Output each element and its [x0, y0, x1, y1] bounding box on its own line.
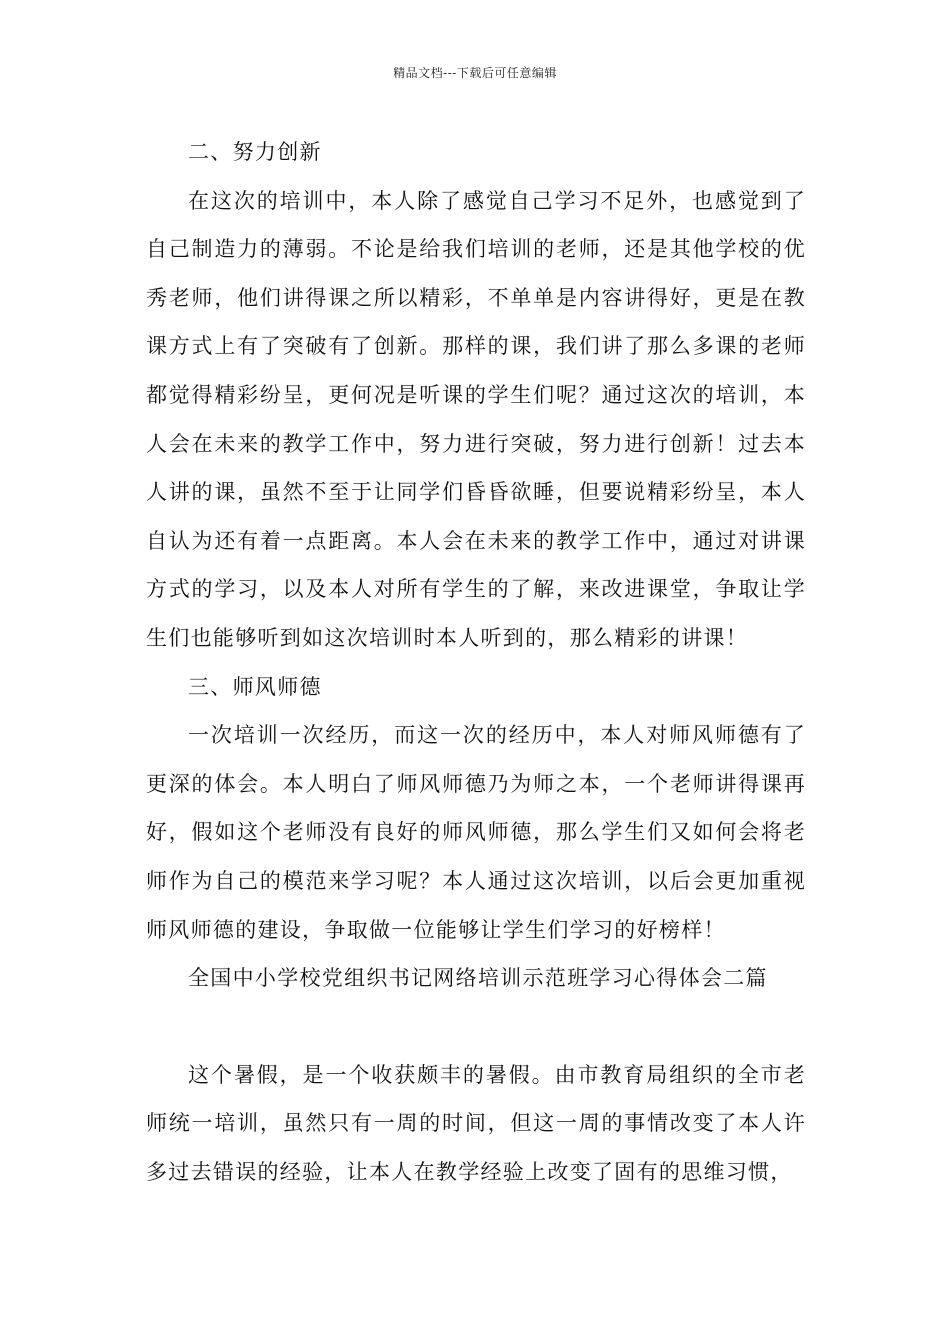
blank-line — [146, 1003, 806, 1051]
section-heading-ethics: 三、师风师德 — [188, 674, 322, 699]
paragraph-summer-training: 这个暑假，是一个收获颇丰的暑假。由市教育局组织的全市老师统一培训，虽然只有一周的时间，但这一周的事情改变了本人许多过去错误的经验，让本人在教学经验上改变了固有的思维习惯， — [146, 1062, 806, 1184]
article-title: 全国中小学校党组织书记网络培训示范班学习心得体会二篇 — [188, 966, 768, 991]
paragraph-ethics: 一次培训一次经历，而这一次的经历中，本人对师风师德有了更深的体会。本人明白了师风师德乃为师之本，一个老师讲得课再好，假如这个老师没有良好的师风师德，那么学生们又如何会将老师作为自己的模范来学习呢？本人通过这次培训，以后会更加重视师风师德的建设，争取做一位能够让学生们学习的好榜样！ — [146, 723, 806, 942]
paragraph-innovation: 在这次的培训中，本人除了感觉自己学习不足外，也感觉到了自己制造力的薄弱。不论是给我们培训的老师，还是其他学校的优秀老师，他们讲得课之所以精彩，不单单是内容讲得好，更是在教课方式上有了突破有了创新。那样的课，我们讲了那么多课的老师都觉得精彩纷呈，更何况是听课的学生们呢？通过这次的培训，本人会在未来的教学工作中，努力进行突破，努力进行创新！过去本人讲的课，虽然不至于让同学们昏昏欲睡，但要说精彩纷呈，本人自认为还有着一点距离。本人会在未来的教学工作中，通过对讲课方式的学习，以及本人对所有学生的了解，来改进课堂，争取让学生们也能够听到如这次培训时本人听到的，那么精彩的讲课！ — [146, 188, 806, 650]
document-body — [146, 128, 806, 1196]
page-header: 精品文档---下载后可任意编辑 — [393, 66, 557, 80]
section-heading-innovation: 二、努力创新 — [188, 140, 322, 164]
